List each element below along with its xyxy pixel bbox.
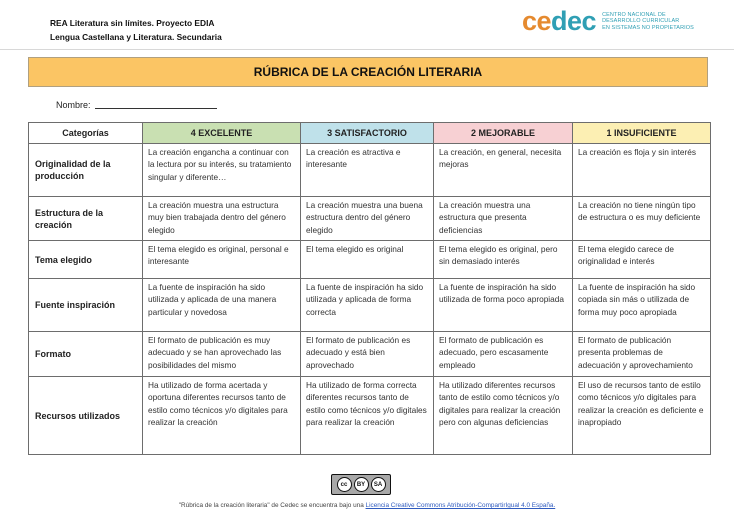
cell-insuficiente: El uso de recursos tanto de estilo como técnicos y/o digitales para realizar la creación es deficiente e inapropiado (573, 377, 711, 455)
cell-insuficiente: La creación no tiene ningún tipo de estructura o es muy deficiente (573, 197, 711, 241)
table-row (29, 279, 711, 332)
document-header (50, 16, 222, 44)
cell-mejorable: La creación muestra una estructura que presenta deficiencias (434, 197, 573, 241)
cell-satisfactorio: La fuente de inspiración ha sido utilizada y aplicada de forma correcta (301, 279, 434, 332)
cell-mejorable: El formato de publicación es adecuado, pero escasamente empleado (434, 332, 573, 377)
license-text: "Rúbrica de la creación literaria" de Cedec se encuentra bajo una (178, 502, 366, 509)
cell-satisfactorio: La creación es atractiva e interesante (301, 144, 434, 197)
category-cell: Estructura de la creación (29, 197, 143, 241)
header-project: REA Literatura sin límites. Proyecto EDIA (50, 18, 215, 28)
name-label: Nombre: (56, 100, 91, 110)
header-divider (0, 49, 734, 50)
sa-icon: SA (371, 477, 386, 492)
table-row (29, 377, 711, 455)
license-link[interactable]: Licencia Creative Commons Atribución-CompartirIgual 4.0 España. (365, 502, 556, 509)
cc-license-badge[interactable] (331, 474, 391, 495)
category-cell: Fuente inspiración (29, 279, 143, 332)
header-subject: Lengua Castellana y Literatura. Secundaria (50, 32, 222, 42)
name-blank-line[interactable] (95, 108, 217, 109)
cell-satisfactorio: El tema elegido es original (301, 241, 434, 279)
by-icon: BY (354, 477, 369, 492)
cell-insuficiente: El formato de publicación presenta problemas de adecuación y aprovechamiento (573, 332, 711, 377)
cedec-logo (522, 8, 694, 35)
cell-insuficiente: La fuente de inspiración ha sido copiada sin más o utilizada de forma muy poco apropiada (573, 279, 711, 332)
name-field (56, 100, 217, 110)
category-cell: Tema elegido (29, 241, 143, 279)
cell-satisfactorio: Ha utilizado de forma correcta diferentes recursos tanto de estilo como técnicos y/o digitales para realizar la creación (301, 377, 434, 455)
cell-insuficiente: La creación es floja y sin interés (573, 144, 711, 197)
header-mejorable: 2 MEJORABLE (434, 123, 573, 144)
table-row (29, 144, 711, 197)
license-notice (0, 502, 734, 509)
cell-excelente: El tema elegido es original, personal e interesante (143, 241, 301, 279)
cell-excelente: El formato de publicación es muy adecuado y se han aprovechado las posibilidades del mismo (143, 332, 301, 377)
page-title (28, 57, 708, 87)
cedec-wordmark: cedec (522, 6, 597, 36)
category-cell: Recursos utilizados (29, 377, 143, 455)
category-cell: Originalidad de la producción (29, 144, 143, 197)
rubric-table (28, 122, 711, 455)
cc-icon: cc (337, 477, 352, 492)
cell-excelente: La creación engancha a continuar con la lectura por su interés, su tratamiento singular y diferente… (143, 144, 301, 197)
header-row (29, 123, 711, 144)
header-insuficiente: 1 INSUFICIENTE (573, 123, 711, 144)
cell-satisfactorio: El formato de publicación es adecuado y está bien aprovechado (301, 332, 434, 377)
cell-mejorable: La creación, en general, necesita mejoras (434, 144, 573, 197)
header-categories: Categorías (29, 123, 143, 144)
table-row (29, 332, 711, 377)
cell-excelente: La creación muestra una estructura muy bien trabajada dentro del género elegido (143, 197, 301, 241)
cedec-logo-text: CENTRO NACIONAL DE DESARROLLO CURRICULAR EN SISTEMAS NO PROPIETARIOS (602, 11, 694, 31)
cell-excelente: Ha utilizado de forma acertada y oportuna diferentes recursos tanto de estilo como técnicos y/o digitales para realizar la creación (143, 377, 301, 455)
header-satisfactorio: 3 SATISFACTORIO (301, 123, 434, 144)
cell-satisfactorio: La creación muestra una buena estructura dentro del género elegido (301, 197, 434, 241)
page-title-text: RÚBRICA DE LA CREACIÓN LITERARIA (253, 65, 483, 79)
cell-insuficiente: El tema elegido carece de originalidad e interés (573, 241, 711, 279)
table-row (29, 197, 711, 241)
header-excelente: 4 EXCELENTE (143, 123, 301, 144)
category-cell: Formato (29, 332, 143, 377)
cell-mejorable: Ha utilizado diferentes recursos tanto de estilo como técnicos y/o digitales para realizar la creación pero con algunas deficiencias (434, 377, 573, 455)
cell-mejorable: La fuente de inspiración ha sido utilizada de forma poco apropiada (434, 279, 573, 332)
cell-excelente: La fuente de inspiración ha sido utilizada y aplicada de una manera particular y novedosa (143, 279, 301, 332)
cell-mejorable: El tema elegido es original, pero sin demasiado interés (434, 241, 573, 279)
table-row (29, 241, 711, 279)
